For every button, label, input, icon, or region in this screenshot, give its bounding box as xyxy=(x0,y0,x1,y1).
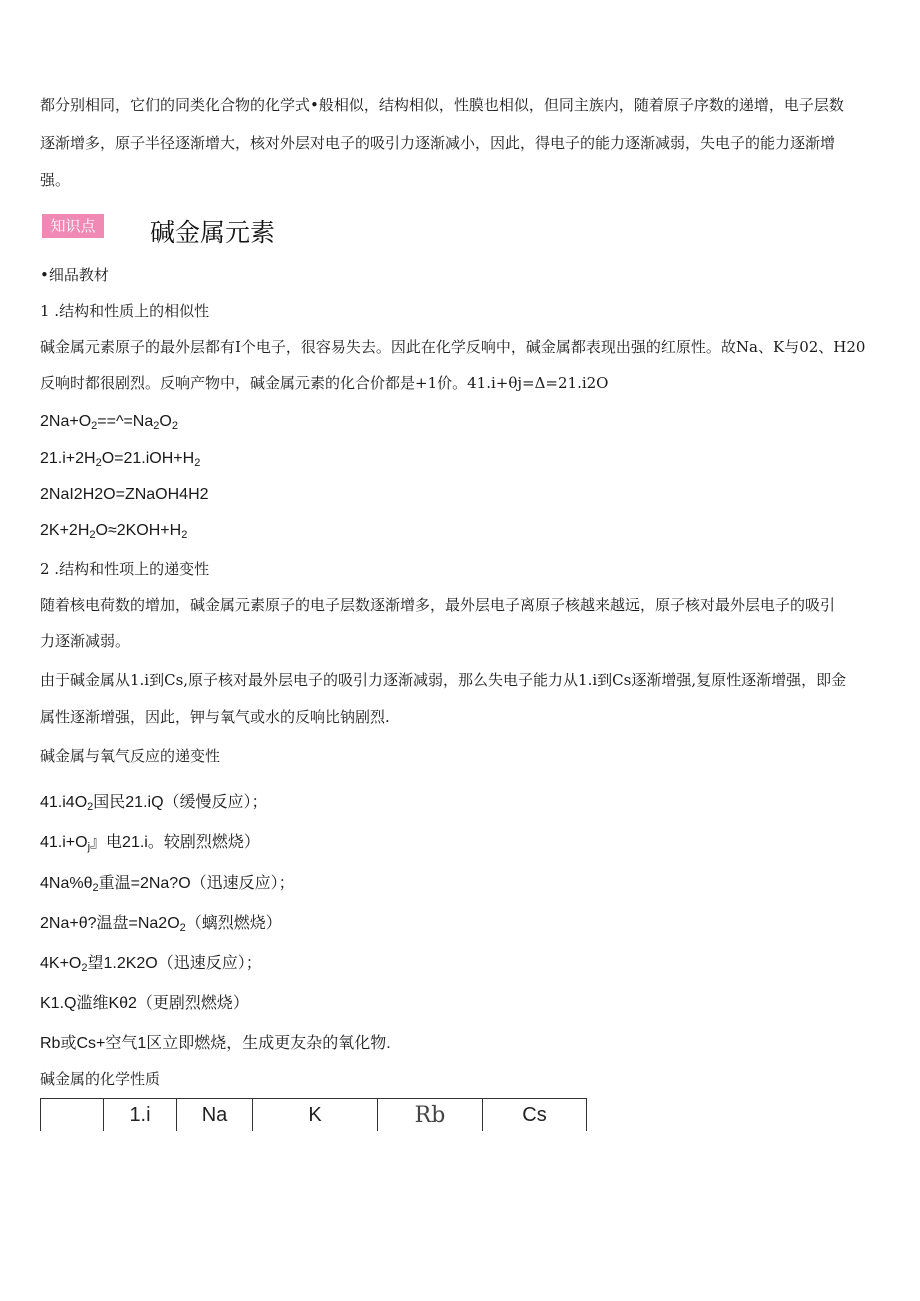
item2-paragraph-line-2: 力逐渐减弱。 xyxy=(40,632,131,650)
oxygen-reaction-2: $41.i+O_j$』电21.i。较剧烈燃烧） xyxy=(40,834,260,853)
equation-na-o2: $2Na+O_2==\^{}=Na_2O_2$ xyxy=(40,413,178,432)
equation-li-h2o: $21.i+2H_2O=21.iOH+H_2$ xyxy=(40,450,201,469)
subheading: •细品教材 xyxy=(40,266,109,284)
item2-title: 2 .结构和性项上的递变性 xyxy=(40,560,210,578)
oxygen-reaction-5: $4K+O_2$望1.2K2O（迅速反应）； xyxy=(40,955,262,974)
table-header-cell: Na xyxy=(176,1099,252,1131)
chem-props-table-header xyxy=(40,1098,587,1131)
table-header-cell: K xyxy=(252,1099,377,1131)
equation-na-h2o: 2NaI2H2O=ZNaOH4H2 xyxy=(40,486,209,503)
item1-paragraph-line-1: 碱金属元素原子的最外层都有I个电子，很容易失去。因此在化学反响中，碱金属都表现出强的红原性。故Na、K与02、H20 xyxy=(40,338,866,356)
table-header-cell: Rb xyxy=(377,1099,482,1131)
section-title: 碱金属元素 xyxy=(150,218,276,247)
item1-title: 1 .结构和性质上的相似性 xyxy=(40,302,210,320)
item2-paragraph-line-1: 随着核电荷数的增加，碱金属元素原子的电子层数逐渐增多，最外层电子离原子核越来越远，原子核对最外层电子的吸引 xyxy=(40,596,836,614)
intro-line-3: 强。 xyxy=(40,171,71,189)
table-header-cell: Cs xyxy=(482,1099,587,1131)
table-header-cell: 1.i xyxy=(103,1099,176,1131)
table-header-cell xyxy=(40,1099,103,1131)
intro-line-1: 都分别相同，它们的同类化合物的化学式•般相似，结构相似，性膜也相似，但同主族内，随着原子序数的递增，电子层数 xyxy=(40,96,844,114)
oxygen-reaction-6: K1.Q滥维Kθ2（更剧烈燃烧） xyxy=(40,995,249,1012)
equation-k-h2o: $2K+2H_2O\approx 2KOH+H_2$ xyxy=(40,522,188,541)
oxygen-reaction-1: $41.i4O_2$国民21.iQ（缓慢反应）； xyxy=(40,794,268,813)
item2-paragraph-line-3: 由于碱金属从1.i到Cs,原子核对最外层电子的吸引力逐渐减弱，那么失电子能力从1.i到Cs逐渐增强,复原性逐渐增强，即金 xyxy=(40,671,847,689)
knowledge-point-badge: 知识点 xyxy=(42,214,104,238)
intro-line-2: 逐渐增多，原子半径逐渐增大，核对外层对电子的吸引力逐渐减小，因此，得电子的能力逐渐减弱，失电子的能力逐渐增 xyxy=(40,134,836,152)
oxygen-reaction-7: Rb或Cs+空气1区立即燃烧，生成更友杂的氧化物. xyxy=(40,1035,391,1052)
item2-paragraph-line-4: 属性逐渐增强，因此，钾与氧气或水的反响比钠剧烈. xyxy=(40,708,390,726)
item1-paragraph-line-2: 反响时都很剧烈。反响产物中，碱金属元素的化合价都是+1价。41.i+θj=Δ=21.i2O xyxy=(40,374,609,392)
oxygen-reaction-4: 2Na+θ?温盘$=Na2O_2$（螭烈燃烧） xyxy=(40,915,282,934)
oxygen-reaction-3: $4Na\%\theta_2$重温=2Na?O（迅速反应）； xyxy=(40,875,295,894)
oxygen-heading: 碱金属与氧气反应的递变性 xyxy=(40,747,221,765)
chem-props-heading: 碱金属的化学性质 xyxy=(40,1070,161,1088)
